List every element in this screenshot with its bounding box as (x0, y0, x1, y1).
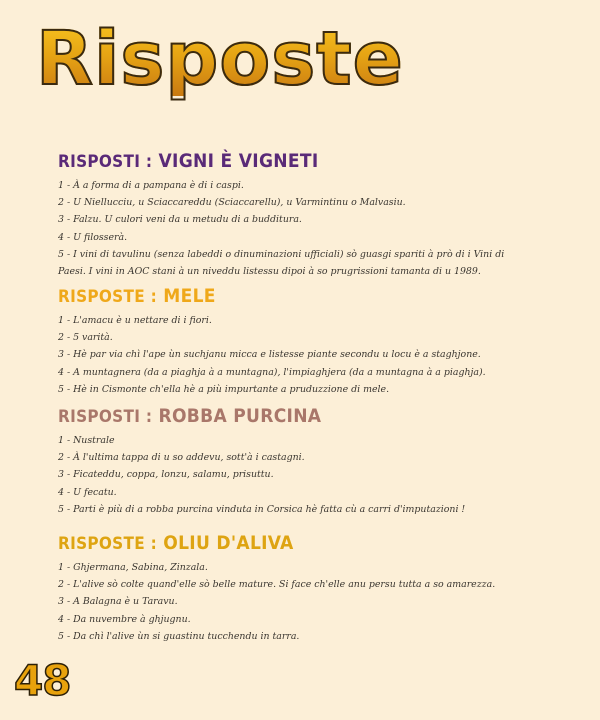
section-title-prefix: RISPOSTI : (58, 407, 153, 427)
section-title (58, 150, 580, 173)
section-title-main: VIGNI È VIGNETI (158, 150, 319, 172)
page-number: 48 (14, 656, 71, 705)
answer-item: 3 - A Balagna è u Taravu. (58, 596, 178, 608)
answer-item: 4 - U fecatu. (58, 486, 117, 498)
section-title (58, 285, 580, 308)
answer-item: 4 - U filosserà. (58, 231, 128, 243)
answer-item: 2 - L'alive sò colte quand'elle sò belle mature. Si face ch'elle anu persu tutta a so amarezza. (58, 579, 496, 591)
section-mele (58, 285, 580, 398)
section-oliu-aliva (58, 532, 580, 645)
answer-item: 5 - Hè in Cismonte ch'ella hè a più impurtante a pruduzzione di mele. (58, 383, 390, 395)
answer-item: 5 - I vini di tavulinu (senza labeddi o dinuminazioni ufficiali) sò guasgi spariti à prò di i Vini di (58, 248, 505, 260)
section-title-main: MELE (163, 285, 216, 307)
answer-item: 4 - Da nuvembre à ghjugnu. (58, 613, 191, 625)
answer-item: 5 - Da chì l'alive ùn si guastinu tucchendu in tarra. (58, 630, 300, 642)
answer-item: 2 - À l'ultima tappa di u so addevu, sott'à i castagni. (58, 452, 305, 464)
page-title: Risposte (36, 16, 404, 102)
answer-item: 1 - L'amacu è u nettare di i fiori. (58, 315, 212, 326)
answer-item: 3 - Ficateddu, coppa, lonzu, salamu, prisuttu. (58, 469, 274, 481)
answer-list (58, 559, 580, 645)
answer-item: 4 - A muntagnera (da a piaghja à a muntagna), l'impiaghjera (da a muntagna à a piaghja). (58, 366, 486, 378)
answer-item: 2 - 5 varità. (58, 332, 113, 344)
answer-list (58, 432, 580, 518)
answer-list (58, 312, 580, 398)
section-title (58, 532, 580, 555)
answer-item: 1 - À a forma di a pampana è di i caspi. (58, 180, 244, 191)
answer-item: Paesi. I vini in AOC stani à un niveddu listessu dipoi à so prugrissioni tamanta di u 1989. (58, 266, 481, 278)
section-title-prefix: RISPOSTE : (58, 534, 158, 554)
answer-item: 5 - Parti è più di a robba purcina vinduta in Corsica hè fatta cù a carri d'imputazioni ! (58, 503, 466, 515)
section-vigni (58, 150, 580, 280)
section-title-prefix: RISPOSTI : (58, 152, 153, 172)
section-robba-purcina (58, 405, 580, 518)
answer-item: 1 - Nustrale (58, 435, 115, 446)
section-title-main: ROBBA PURCINA (158, 405, 322, 427)
section-title-main: OLIU D'ALIVA (163, 532, 294, 554)
answer-list (58, 177, 580, 280)
answer-item: 2 - U Niellucciu, u Sciaccareddu (Sciaccarellu), u Varmintinu o Malvasiu. (58, 197, 406, 209)
answer-item: 3 - Hè par via chì l'ape ùn suchjanu micca e listesse piante secondu u locu è a staghjone. (58, 349, 481, 361)
answer-item: 1 - Ghjermana, Sabina, Zinzala. (58, 562, 208, 573)
section-title-prefix: RISPOSTE : (58, 287, 158, 307)
section-title (58, 405, 580, 428)
answer-item: 3 - Falzu. U culori veni da u metudu di a budditura. (58, 214, 302, 226)
